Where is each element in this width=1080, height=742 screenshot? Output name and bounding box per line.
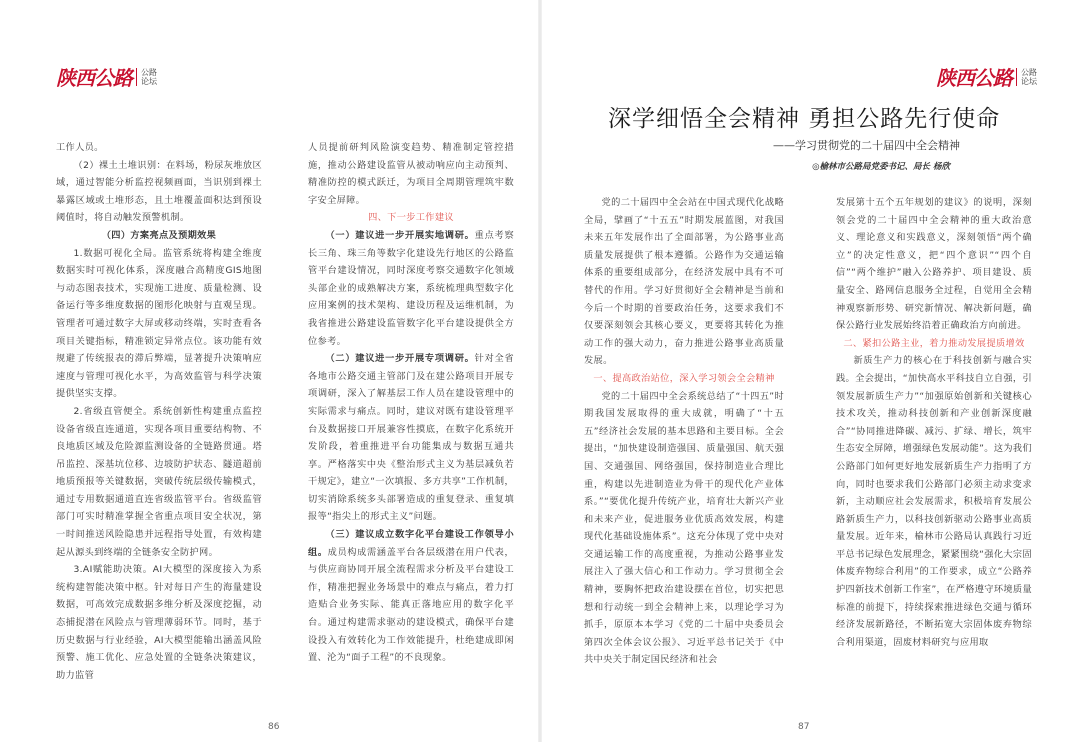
recommendation-lead: （三）建议成立数字化平台建设工作领导小组。 (308, 529, 514, 558)
body-paragraph (308, 139, 514, 209)
recommendation-paragraph (308, 526, 514, 667)
paragraph-text: 新质生产力的核心在于科技创新与融合实践。全会提出，“加快高水平科技自立自强，引领发展新质生产力”“加强原始创新和关键核心技术攻关，推动科技创新和产业创新深度融合”“协同推进降碳、减污、扩绿、增长，筑牢生态安全屏障，增强绿色发展动能”。这为我们公路部门如何更好地发展新质生产力指明了方向，同时也要求我们公路部门必须主动求变求新，主动顺应社会发展需求，积极培育发展公路新质生产力，以科技创新驱动公路事业高质量发展。近年来，榆林市公路局认真践行习近平总书记绿色发展理念，紧紧围绕“强化大宗固体废弃物综合利用”的工作要求，成立“公路养护四新技术创新工作室”，在严格遵守环境质量标准的前提下，持续探索推进绿色交通与循环经济发展新路径，不断拓宽大宗固体废弃物综合利用渠道，固废材料研究与应用取 (836, 355, 1032, 648)
subsection-heading (56, 227, 262, 245)
body-paragraph (836, 194, 1032, 335)
body-paragraph (56, 403, 262, 561)
magazine-logo (936, 62, 1041, 91)
paragraph-text: 3.AI赋能助决策。AI大模型的深度接入为系统构建智能决策中枢。针对每日产生的海量建设数据，可高效完成数据多维分析及深度挖掘，动态捕捉潜在风险点与管理薄弱环节。同时，基于历史数据与行业经验，AI大模型能输出涵盖风险预警、施工优化、应急处置的全链条决策建议，助力监管 (56, 564, 262, 681)
paragraph-text: 成员构成需涵盖平台各层级潜在用户代表，与供应商协同开展全流程需求分析及平台建设工作，精准把握业务场景中的难点与痛点，着力打造贴合业务实际、能真正落地应用的数字化平台。通过构建需求驱动的建设模式，确保平台建设投入有效转化为工作效能提升，杜绝建成即闲置、沦为“面子工程”的不良现象。 (308, 546, 515, 664)
paragraph-text: 四、下一步工作建议 (368, 212, 454, 224)
article-subtitle: ——学习贯彻党的二十届四中全会精神 (773, 139, 960, 152)
right-column-2 (836, 194, 1032, 651)
page-number-right: 87 (798, 722, 810, 732)
section-heading (584, 370, 784, 388)
paragraph-text: 二、紧扣公路主业，着力推动发展提质增效 (843, 337, 1025, 349)
paragraph-text: 党的二十届四中全会系统总结了“十四五”时期我国发展取得的重大成就，明确了“十五五”经济社会发展的基本思路和主要目标。全会提出，“加快建设制造强国、质量强国、航天强国、交通强国、网络强国，保持制造业合理比重，构建以先进制造业为骨干的现代化产业体系。”“要优化提升传统产业，培育壮大新兴产业和未来产业，促进服务业优质高效发展，构建现代化基础设施体系”。这充分体现了党中央对交通运输工作的高度重视，为推动公路事业发展注入了强大信心和工作动力。学习贯彻全会精神，要胸怀把政治建设摆在首位，切实把思想和行动统一到全会精神上来，以理论学习为抓手，原原本本学习《党的二十届中央委员会第四次全体会议公报》、习近平总书记关于《中共中央关于制定国民经济和社会 (584, 390, 784, 666)
left-column-2 (308, 139, 514, 667)
paragraph-text: （四）方案亮点及预期效果 (101, 229, 217, 241)
logo-brand: 陕西公路 (936, 66, 1012, 90)
article-author: ◎榆林市公路局党委书记、局长 杨欣 (812, 162, 950, 172)
section-heading (308, 209, 514, 227)
logo-divider (136, 68, 137, 86)
body-paragraph (56, 245, 262, 403)
left-column-1 (56, 139, 262, 684)
logo-brand: 陕西公路 (56, 66, 132, 90)
page-number-left: 86 (268, 722, 280, 732)
paragraph-text: （2）裸土土堆识别：在料场，粉尿灰堆放区域，通过智能分析监控视频画面，当识别到裸土暴露区域或土堆形态，且土堆覆盖面积达到预设阈值时，将自动触发预警机制。 (56, 159, 262, 224)
logo-subtitle: 公路 论坛 (1021, 67, 1037, 86)
paragraph-text: 2.省级直管便全。系统创新性构建重点监控设备省级直连通道，实现各项目重要结构物、不良地质区域及危险源监测设备的全链路贯通。塔吊监控、深基坑位移、边坡防护状态、隧道超前地质预报等关键数据，突破传统层级传输模式，通过专用数据通道直连省级监管平台。省级监管部门可实时精准掌握全省重点项目安全状况，第一时间推送风险隐患并远程指导处置，有效构建起从源头到终端的全链条安全防护网。 (56, 405, 262, 558)
body-paragraph (836, 352, 1032, 651)
paragraph-text: 发展第十五个五年规划的建议》的说明，深刻领会党的二十届四中全会精神的重大政治意义、理论意义和实践意义，深刻领悟“两个确立”的决定性意义，把“四个意识”“四个自信”“两个维护”融入公路养护、项目建设、质量安全、路网信息服务全过程，自觉用全会精神观察新形势、研究新情况、解决新问题，确保公路行业发展始终沿着正确政治方向前进。 (836, 197, 1032, 332)
magazine-logo (56, 62, 161, 91)
recommendation-paragraph (308, 227, 514, 350)
paragraph-text: 针对全省各地市公路交通主管部门及在建公路项目开展专项调研，深入了解基层工作人员在建设管理中的实际需求与痛点。同时，建议对既有建设管理平台及数据接口开展兼容性摸底，在数字化系统开发阶段，着重推进平台功能集成与数据互通共享。严格落实中央《整治形式主义为基层减负若干规定》，建立“一次填报、多方共享”工作机制，切实消除系统多头部署造成的重复登录、重复填报等“指尖上的形式主义”问题。 (308, 353, 514, 523)
body-paragraph (56, 561, 262, 684)
recommendation-lead: （一）建议进一步开展实地调研。 (325, 229, 475, 241)
body-paragraph (584, 388, 784, 670)
logo-divider (1016, 68, 1017, 86)
recommendation-paragraph (308, 350, 514, 526)
body-paragraph (56, 139, 262, 157)
right-column-1 (584, 194, 784, 669)
paragraph-text: 党的二十届四中全会站在中国式现代化战略全局，擘画了“十五五”时期发展蓝图，对我国未来五年发展作出了全面部署，为公路事业高质量发展提供了根本遵循。公路作为交通运输体系的重要组成部分，在经济发展中具有不可替代的作用。学习好贯彻好全会精神是当前和今后一个时期的首要政治任务，这要求我们不仅要深刻领会其核心要义，更要将其转化为推动工作的强大动力，奋力推进公路事业高质量发展。 (584, 197, 784, 367)
article-title: 深学细悟全会精神 勇担公路先行使命 (608, 106, 1001, 132)
paragraph-text: 一、提高政治站位，深入学习领会全会精神 (593, 372, 775, 384)
paragraph-text: 重点考察长三角、珠三角等数字化建设先行地区的公路监管平台建设情况，同时深度考察交通数字化领域头部企业的成熟解决方案，系统梳理典型数字化应用案例的技术架构、建设历程及运维机制，为我省推进公路建设监管数字化平台建设提供全方位参考。 (308, 229, 514, 347)
section-heading (836, 335, 1032, 353)
body-paragraph (584, 194, 784, 370)
paragraph-text: 1.数据可视化全局。监管系统将构建全维度数据实时可视化体系，深度融合高精度GIS地图与动态图表技术，实现施工进度、质量检测、设备运行等多维度数据的图形化映射与直观呈现。管理者可通过数字大屏或移动终端，实时查看各项目关键指标，精准锁定异常点位。该功能有效规避了传统报表的滞后弊端，显著提升决策响应速度与管理可视化水平，为高效监管与科学决策提供坚实支撑。 (56, 247, 262, 400)
logo-subtitle: 公路 论坛 (141, 67, 157, 86)
paragraph-text: 工作人员。 (56, 142, 104, 153)
paragraph-text: 人员提前研判风险演变趋势、精准制定管控措施，推动公路建设监管从被动响应向主动预判、精准防控的模式跃迁，为项目全周期管理筑牢数字安全屏障。 (308, 142, 514, 206)
body-paragraph (56, 157, 262, 227)
recommendation-lead: （二）建议进一步开展专项调研。 (325, 353, 475, 365)
